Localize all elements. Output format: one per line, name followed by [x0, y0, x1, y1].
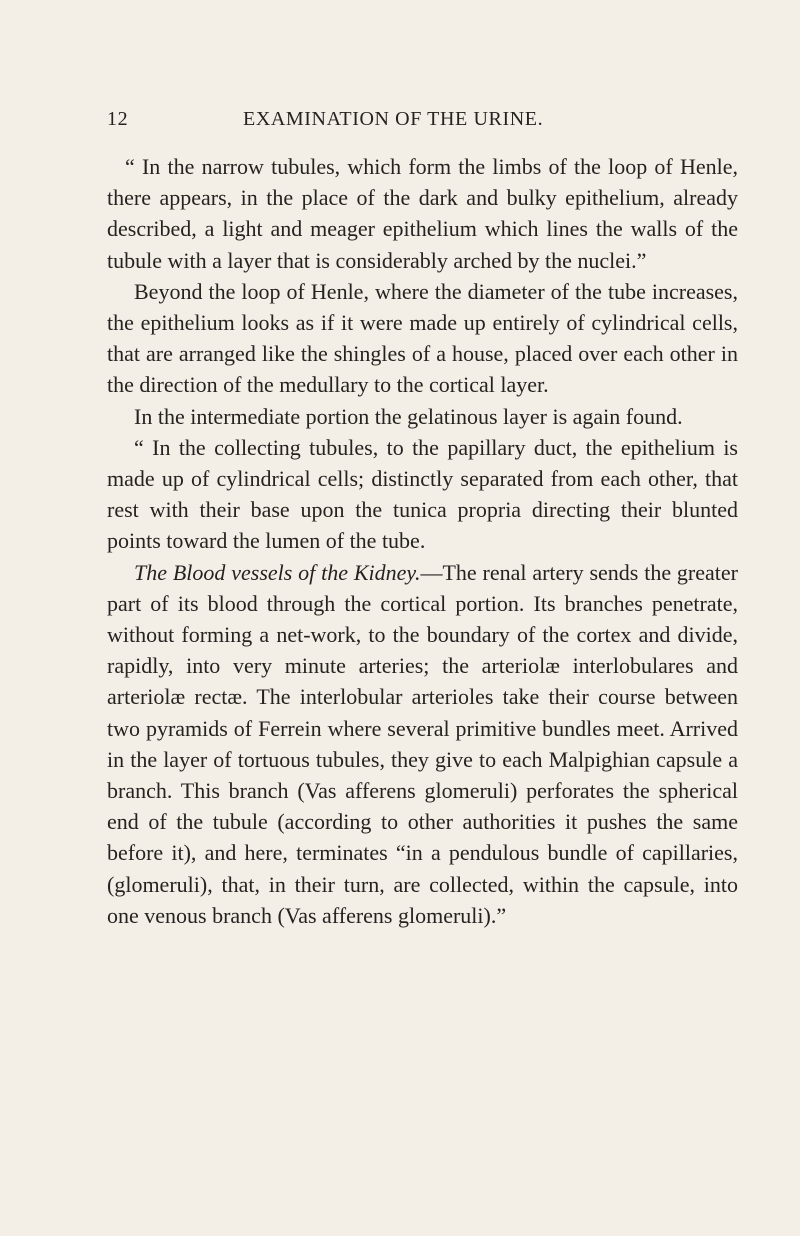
- section-heading-blood-vessels: The Blood vessels of the Kidney.: [134, 559, 421, 585]
- paragraph-narrow-tubules: “ In the narrow tubules, which form the limbs of the loop of Henle, there appears, in the place of the dark and bulky epithelium, already described, a light and meager epithelium which lines the walls of the tubule with a layer that is considerably arched by the nuclei.”: [107, 154, 738, 273]
- chapter-title: EXAMINATION OF THE URINE.: [243, 108, 544, 130]
- paragraph-loop-of-henle: Beyond the loop of Henle, where the diameter of the tube increases, the epithelium looks as if it were made up entirely of cylindrical cells, that are arranged like the shingles of a house, placed over each other in the direction of the medullary to the cortical layer.: [107, 278, 738, 398]
- paragraph-blood-vessels: [107, 557, 738, 931]
- paragraph-intermediate-portion: In the intermediate portion the gelatinous layer is again found.: [134, 403, 683, 429]
- paragraph-collecting-tubules: “ In the collecting tubules, to the papillary duct, the epithelium is made up of cylindrical cells; distinctly separated from each other, that rest with their base upon the tunica propria directing their blunted points toward the lumen of the tube.: [107, 434, 738, 554]
- running-head: [107, 108, 738, 136]
- page-number: 12: [107, 108, 129, 130]
- body-text: [107, 151, 738, 931]
- blood-vessels-text: —The renal artery sends the greater part of its blood through the cortical portion. Its branches penetrate, without forming a net-work, to the boundary of the cortex and divide, rapidly, into very minute arteries; the arteriolæ interlobulares and arteriolæ rectæ. The interlobular arterioles take their course between two pyramids of Ferrein where several primitive bundles meet. Arrived in the layer of tortuous tubules, they give to each Malpighian capsule a branch. This branch (Vas afferens glomeruli) perforates the spherical end of the tubule (according to other authorities it pushes the same before it), and here, terminates “in a pendulous bundle of capillaries, (glomeruli), that, in their turn, are collected, within the capsule, into one venous branch (Vas afferens glomeruli).”: [107, 559, 738, 928]
